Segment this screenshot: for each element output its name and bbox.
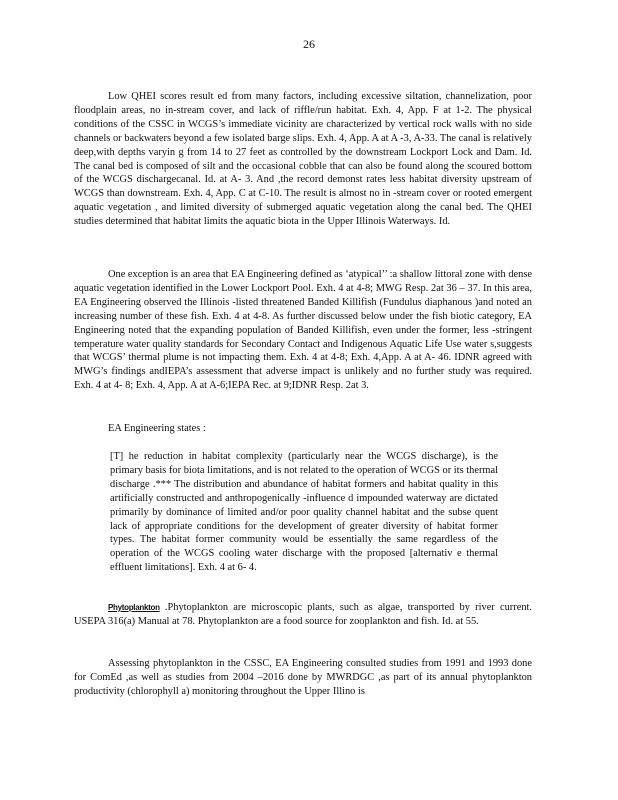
page-number: 26 [303,37,315,51]
paragraph-assessing-phytoplankton: Assessing phytoplankton in the CSSC, EA Engineering consulted studies from 1991 and 1993 done for ComEd ,as well as studies from 2004 –2016 done by MWRDGC ,as part of its annual phytoplankton productivity (chlorophyll a) monitoring throughout the Upper Illino is [74,658,532,697]
section-heading-phytoplankton: Phytoplankton [108,603,160,612]
paragraph-habitat-qhei: Low QHEI scores result ed from many factors, including excessive siltation, channelization, poor floodplain areas, no in-stream cover, and lack of riffle/run habitat. Exh. 4, App. F at 1-2. The physical conditions of the CSSC in WCGS’s immediate vicinity are characterized by vertical rock walls with no side channels or backwaters beyond a few isolated barge slips. Exh. 4, App. A at A -3, A-33. The canal is relatively deep,with depths varyin g from 14 to 27 feet as controlled by the downstream Lockport Lock and Dam. Id. The canal bed is composed of silt and the occasional cobble that can also be found along the scoured bottom of the WCGS dischargecanal. Id. at A- 3. And ,the record demonst rates less habitat diversity upstream of WCGS than downstream. Exh. 4, App. C at C-10. The result is almost no in -stream cover or rooted emergent aquatic vegetation , and limited diversity of submerged aquatic vegetation along the canal bed. The QHEI studies determined that habitat limits the aquatic biota in the Upper Illinois Waterways. Id. [74,91,532,228]
paragraph-atypical-zone: One exception is an area that EA Engineering defined as ‘atypical’’ :a shallow littoral zone with dense aquatic vegetation identified in the Lower Lockport Pool. Exh. 4 at 4-8; MWG Resp. 2at 36 – 37. In this area, EA Engineering observed the Illinois -listed threatened Banded Killifish (Fundulus diaphanous )and noted an increasing number of these fish. Exh. 4 at 4-8. As further discussed below under the fish biotic category, EA Engineering noted that the expanding population of Banded Killifish, even under the former, less -stringent temperature water quality standards for Secondary Contact and Indigenous Aquatic Life Use water s,suggests that WCGS’ thermal plume is not impacting them. Exh. 4 at 4-8; Exh. 4,App. A at A- 46. IDNR agreed with MWG’s findings andIEPA’s assessment that adverse impact is unlikely and no further study was required. Exh. 4 at 4- 8; Exh. 4, App. A at A-6;IEPA Rec. at 9;IDNR Resp. 2at 3. [74,269,532,392]
phytoplankton-body: .Phytoplankton are microscopic plants, such as algae, transported by river current. USEPA 316(a) Manual at 78. Phytoplankton are a food source for zooplankton and fish. Id. at 55. [74,602,532,627]
block-quote: [T] he reduction in habitat complexity (particularly near the WCGS discharge), is the primary basis for biota limitations, and is not related to the operation of WCGS or its thermal discharge .*** The distribution and abundance of habitat formers and habitat quality in this artificially constructed and anthropogenically -influence d impounded waterway are dictated primarily by dominance of limited and/or poor quality channel habitat and the subse quent lack of appropriate conditions for the development of greater diversity of habitat former types. The habitat former community would be essentially the same regardless of the operation of the WCGS cooling water discharge with the proposed [alternativ e thermal effluent limitations]. Exh. 4 at 6- 4. [110,451,498,574]
paragraph-phytoplankton [74,601,532,629]
quote-intro: EA Engineering states : [108,423,206,434]
